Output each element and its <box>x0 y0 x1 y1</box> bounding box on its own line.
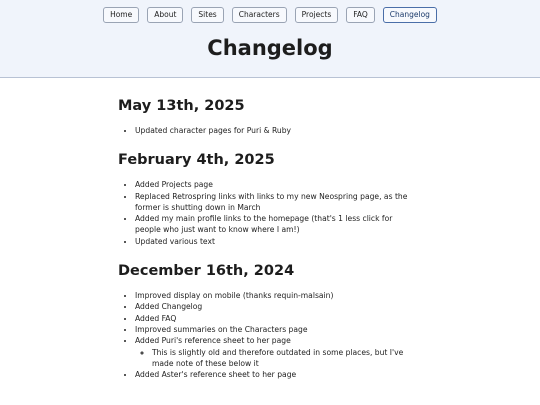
entry-item-list <box>118 290 418 380</box>
list-item: • Added my main profile links to the homepage (that's 1 less click for people who just want to know where I am!) <box>135 213 418 236</box>
entry-date-heading: February 4th, 2025 <box>118 152 275 169</box>
list-item: • Improved display on mobile (thanks requin-malsain) <box>135 290 418 301</box>
sub-item-list <box>135 347 418 370</box>
list-item: • Added Aster's reference sheet to her page <box>135 369 418 380</box>
entry-item-list <box>118 125 418 136</box>
list-item-text: Added Puri's reference sheet to her page <box>135 336 291 346</box>
list-item: • Updated character pages for Puri & Ruby <box>135 125 418 136</box>
entry-date-heading: December 16th, 2024 <box>118 263 295 280</box>
list-item: • Added FAQ <box>135 313 418 324</box>
list-item: • Improved summaries on the Characters page <box>135 324 418 335</box>
page-title: Changelog <box>207 35 333 60</box>
nav-sites-button[interactable]: Sites <box>191 7 223 23</box>
list-item: • Added Changelog <box>135 301 418 312</box>
nav-characters-button[interactable]: Characters <box>232 7 287 23</box>
changelog-entry <box>118 98 418 136</box>
list-item: • Replaced Retrospring links with links to my new Neospring page, as the former is shutting down in March <box>135 191 418 214</box>
nav-changelog-button[interactable]: Changelog <box>383 7 437 23</box>
nav-home-button[interactable]: Home <box>103 7 139 23</box>
changelog-entry <box>118 152 418 247</box>
page-header <box>0 0 540 78</box>
list-item <box>135 335 418 369</box>
main-nav <box>0 0 540 23</box>
list-item: • Updated various text <box>135 236 418 247</box>
entry-item-list <box>118 179 418 247</box>
sub-list-item: ◦ This is slightly old and therefore outdated in some places, but I've made note of these below it <box>152 347 418 370</box>
entry-date-heading: May 13th, 2025 <box>118 98 245 114</box>
nav-projects-button[interactable]: Projects <box>295 7 339 23</box>
nav-faq-button[interactable]: FAQ <box>346 7 375 23</box>
list-item: • Added Projects page <box>135 179 418 190</box>
nav-about-button[interactable]: About <box>147 7 183 23</box>
changelog-entry <box>118 263 418 380</box>
changelog-content <box>0 78 418 380</box>
